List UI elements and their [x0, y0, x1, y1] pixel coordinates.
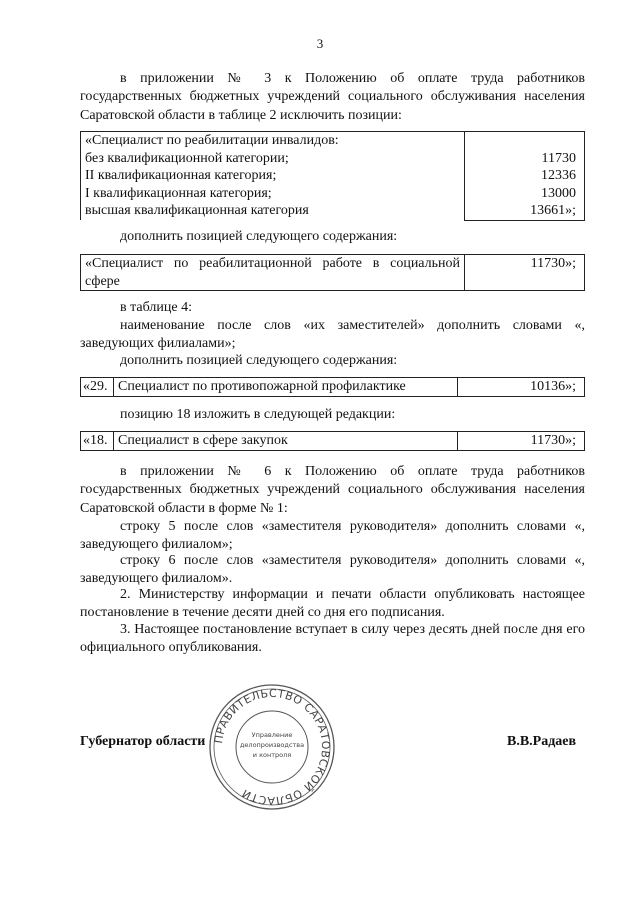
table-row [81, 432, 585, 451]
table-cell-value: 11730 [541, 150, 576, 166]
item3-paragraph: 3. Настоящее постановление вступает в силу через десять дней после дня его официального опубликования. [80, 622, 585, 656]
table-cell-name: I квалификационная категория; [85, 185, 272, 201]
official-stamp [204, 682, 340, 812]
position29-table [80, 377, 585, 397]
table-row [81, 378, 585, 397]
table-cell-value: 10136»; [458, 378, 585, 397]
table-row [81, 255, 585, 291]
position18-text: позицию 18 изложить в следующей редакции: [120, 407, 396, 422]
table4-heading: в таблице 4: [120, 300, 192, 315]
add-position-text-2: дополнить позицией следующего содержания: [120, 353, 398, 368]
stamp-seal [204, 682, 340, 812]
table-cell-name: высшая квалификационная категория [85, 203, 309, 218]
intro-paragraph: в приложении № 3 к Положению об оплате труда работников государственных бюджетных учреждений социального обслуживания населения Саратовской области в таблице 2 исключить позиции: [80, 71, 585, 123]
table-cell-value: 13661»; [530, 203, 576, 218]
add-position-text-1: дополнить позицией следующего содержания: [120, 229, 398, 244]
stamp-outer-text: ПРАВИТЕЛЬСТВО САРАТОВСКОЙ ОБЛАСТИ [212, 686, 333, 808]
signature-title: Губернатор области [80, 734, 206, 749]
table-cell-num: «18. [81, 432, 114, 451]
signature-name: В.В.Радаев [507, 734, 577, 749]
exclusion-table [80, 131, 585, 221]
row6-paragraph: строку 6 после слов «заместителя руководителя» дополнить словами «, заведующего филиалом». [80, 553, 585, 587]
table-row [81, 132, 585, 221]
stamp-inner-line: Управление [251, 731, 293, 739]
addition-table [80, 254, 585, 291]
table-cell-value: 12336 [541, 168, 576, 183]
stamp-inner-line: и контроля [252, 751, 292, 759]
table-cell-num: «29. [81, 378, 114, 397]
row5-paragraph: строку 5 после слов «заместителя руководителя» дополнить словами «, заведующего филиалом»; [80, 519, 585, 553]
table-cell-value: 11730»; [465, 255, 585, 291]
table-cell-name: «Специалист по реабилитации инвалидов: [85, 133, 339, 148]
page-number: 3 [316, 36, 324, 51]
table-cell-name: без квалификационной категории; [85, 150, 289, 166]
table-cell-value: 13000 [541, 185, 576, 201]
appendix6-paragraph: в приложении № 6 к Положению об оплате труда работников государственных бюджетных учреждений социального обслуживания населения Саратовской области в форме № 1: [80, 464, 585, 516]
item2-paragraph: 2. Министерству информации и печати области опубликовать настоящее постановление в течение десяти дней со дня его подписания. [80, 587, 585, 621]
table-cell-name: II квалификационная категория; [85, 168, 277, 183]
table-cell-name: «Специалист по реабилитационной работе в социальной сфере [81, 255, 465, 291]
stamp-inner-line: делопроизводства [239, 741, 305, 749]
table-cell-name: Специалист в сфере закупок [114, 432, 458, 451]
table-cell-value: 11730»; [458, 432, 585, 451]
table4-name-change: наименование после слов «их заместителей» дополнить словами «, заведующих филиалами»; [80, 318, 585, 352]
position18-table [80, 431, 585, 451]
table-cell-name: Специалист по противопожарной профилактике [114, 378, 458, 397]
